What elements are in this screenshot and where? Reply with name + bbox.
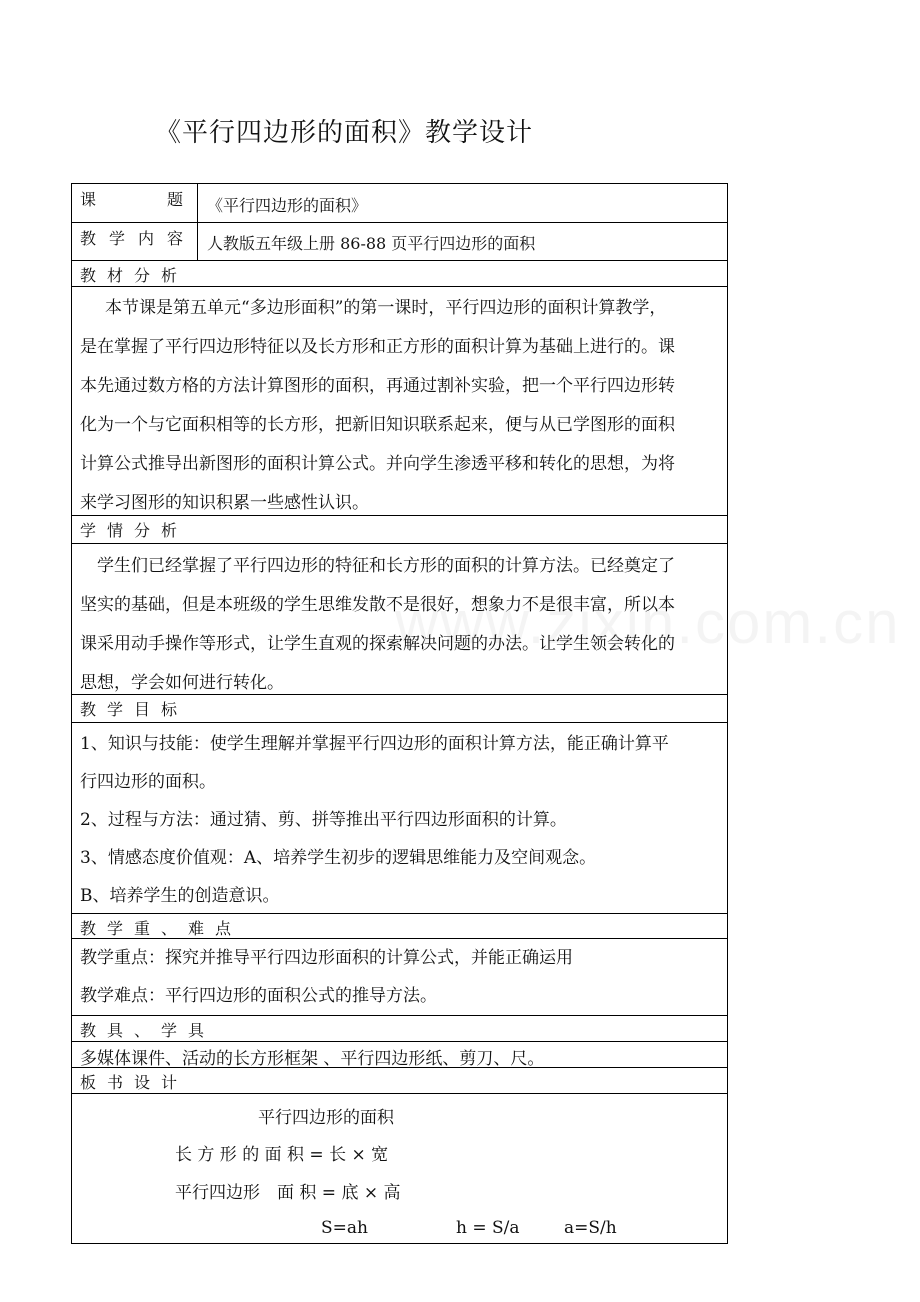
board-design	[72, 1094, 727, 1242]
tools-text: 多媒体课件、活动的长方形框架 、平行四边形纸、剪刀、尺。	[80, 1049, 545, 1069]
paragraph-line: 思想，学会如何进行转化。	[80, 673, 284, 693]
student-analysis-heading: 学情分析	[80, 521, 189, 540]
key-points-list	[72, 939, 573, 1015]
base-formula: a=S/h	[564, 1218, 617, 1238]
material-analysis-text	[72, 287, 675, 515]
objective-line: 1、知识与技能：使学生理解并掌握平行四边形的面积计算方法，能正确计算平	[80, 734, 669, 754]
paragraph-line: 来学习图形的知识积累一些感性认识。	[80, 493, 369, 513]
key-point-line: 教学难点：平行四边形的面积公式的推导方法。	[80, 986, 437, 1006]
key-points-body-row	[72, 938, 727, 1015]
tools-heading: 教具、学具	[80, 1021, 216, 1040]
rectangle-area-formula: 长 方 形 的 面 积 = 长 × 宽	[175, 1145, 389, 1165]
board-heading: 板书设计	[80, 1073, 189, 1092]
page-title: 《平行四边形的面积》教学设计	[155, 118, 534, 148]
tools-header-row	[72, 1015, 727, 1041]
lesson-plan-table	[71, 183, 728, 1244]
key-point-line: 教学重点：探究并推导平行四边形面积的计算公式，并能正确运用	[80, 948, 573, 968]
height-formula: h = S/a	[456, 1218, 520, 1238]
content-label: 教学内容	[72, 223, 198, 260]
objectives-body-row	[72, 722, 727, 913]
material-analysis-heading: 教材分析	[80, 266, 189, 285]
paragraph-line: 计算公式推导出新图形的面积计算公式。并向学生渗透平移和转化的思想，为将	[80, 454, 675, 474]
objective-line: 2、过程与方法：通过猜、剪、拼等推出平行四边形面积的计算。	[80, 810, 567, 830]
key-points-header-row	[72, 913, 727, 938]
paragraph-line: 坚实的基础，但是本班级的学生思维发散不是很好，想象力不是很丰富，所以本	[80, 595, 675, 615]
objectives-list	[72, 723, 669, 913]
objective-line: B、培养学生的创造意识。	[80, 886, 280, 906]
student-analysis-body-row	[72, 543, 727, 694]
paragraph-line: 化为一个与它面积相等的长方形，把新旧知识联系起来，便与从已学图形的面积	[80, 415, 675, 435]
key-points-heading: 教学重、难点	[80, 919, 243, 938]
board-body-row	[72, 1093, 727, 1243]
topic-value: 《平行四边形的面积》	[207, 196, 368, 215]
material-analysis-header-row	[72, 260, 727, 286]
student-analysis-text	[72, 544, 675, 694]
objectives-heading: 教学目标	[80, 700, 189, 719]
material-analysis-body-row	[72, 286, 727, 515]
paragraph-line: 课采用动手操作等形式，让学生直观的探索解决问题的办法。让学生领会转化的	[80, 634, 675, 654]
content-row	[72, 222, 727, 260]
topic-label-first-char: 课	[80, 190, 97, 209]
objective-line: 3、情感态度价值观：A、培养学生初步的逻辑思维能力及空间观念。	[80, 848, 597, 868]
parallelogram-area-formula: 平行四边形 面 积 = 底 × 高	[175, 1183, 401, 1203]
topic-label-second-char: 题	[166, 190, 183, 209]
tools-body-row	[72, 1041, 727, 1067]
paragraph-line: 本先通过数方格的方法计算图形的面积，再通过割补实验，把一个平行四边形转	[80, 376, 675, 396]
content-value: 人教版五年级上册 86-88 页平行四边形的面积	[207, 234, 536, 253]
objective-line: 行四边形的面积。	[80, 772, 216, 792]
paragraph-line: 学生们已经掌握了平行四边形的特征和长方形的面积的计算方法。已经奠定了	[97, 556, 675, 576]
board-title: 平行四边形的面积	[258, 1108, 394, 1128]
paragraph-line: 是在掌握了平行四边形特征以及长方形和正方形的面积计算为基础上进行的。课	[80, 337, 675, 357]
topic-label	[72, 184, 198, 222]
area-formula: S=ah	[321, 1218, 368, 1238]
board-header-row	[72, 1067, 727, 1093]
paragraph-line: 本节课是第五单元“多边形面积”的第一课时，平行四边形的面积计算教学，	[105, 298, 667, 318]
topic-row	[72, 184, 727, 222]
